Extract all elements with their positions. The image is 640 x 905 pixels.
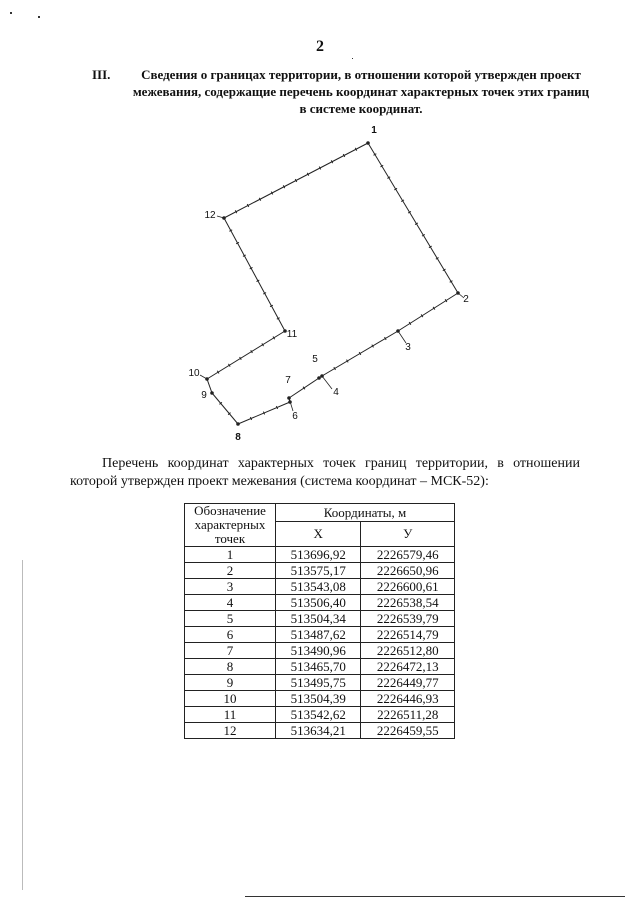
table-row bbox=[185, 691, 455, 707]
y-header: У bbox=[361, 521, 455, 546]
y-coordinate-cell: 2226472,13 bbox=[361, 659, 455, 675]
boundary-tick bbox=[262, 343, 264, 346]
boundary-tick bbox=[443, 269, 446, 271]
point-designation-cell: 9 bbox=[185, 675, 276, 691]
boundary-tick bbox=[270, 305, 273, 307]
boundary-segment bbox=[398, 293, 458, 331]
table-row bbox=[185, 611, 455, 627]
point-designation-cell: 3 bbox=[185, 579, 276, 595]
boundary-tick bbox=[250, 417, 251, 420]
x-coordinate-cell: 513490,96 bbox=[276, 643, 361, 659]
boundary-tick bbox=[343, 154, 344, 157]
boundary-tick bbox=[250, 267, 253, 269]
boundary-points bbox=[205, 141, 460, 426]
boundary-tick bbox=[359, 352, 361, 355]
table-header-row bbox=[185, 504, 455, 522]
boundary-point-marker bbox=[366, 141, 370, 145]
y-coordinate-cell: 2226539,79 bbox=[361, 611, 455, 627]
boundary-tick bbox=[347, 360, 349, 363]
page-number: 2 bbox=[316, 38, 324, 55]
y-coordinate-cell: 2226600,61 bbox=[361, 579, 455, 595]
scan-edge-line bbox=[22, 560, 23, 890]
x-coordinate-cell: 513543,08 bbox=[276, 579, 361, 595]
coordinates-table-body bbox=[185, 547, 455, 739]
section-title: Сведения о границах территории, в отношении которой утвержден проект межевания, содержащие перечень координат характерных точек этих границ в системе координат. bbox=[132, 67, 590, 116]
point-label: 3 bbox=[405, 342, 411, 353]
boundary-tick bbox=[394, 188, 397, 190]
table-row bbox=[185, 659, 455, 675]
boundary-tick bbox=[259, 198, 260, 201]
label-leader-line bbox=[200, 375, 207, 379]
boundary-point-marker bbox=[317, 376, 321, 380]
boundary-tick bbox=[236, 242, 239, 244]
boundary-segment bbox=[207, 379, 212, 393]
point-labels bbox=[188, 125, 469, 443]
point-label: 1 bbox=[371, 125, 377, 136]
boundary-tick bbox=[243, 255, 246, 257]
boundary-ticks bbox=[217, 148, 452, 420]
x-coordinate-cell: 513504,34 bbox=[276, 611, 361, 627]
boundary-tick bbox=[380, 165, 383, 167]
table-row bbox=[185, 627, 455, 643]
x-coordinate-cell: 513504,39 bbox=[276, 691, 361, 707]
boundary-tick bbox=[385, 337, 387, 340]
boundary-tick bbox=[331, 160, 332, 163]
point-designation-cell: 4 bbox=[185, 595, 276, 611]
point-designation-cell: 12 bbox=[185, 723, 276, 739]
x-coordinate-cell: 513542,62 bbox=[276, 707, 361, 723]
y-coordinate-cell: 2226449,77 bbox=[361, 675, 455, 691]
table-row bbox=[185, 707, 455, 723]
table-row bbox=[185, 595, 455, 611]
table-row bbox=[185, 643, 455, 659]
boundary-point-marker bbox=[236, 422, 240, 426]
y-coordinate-cell: 2226579,46 bbox=[361, 547, 455, 563]
point-designation-cell: 2 bbox=[185, 563, 276, 579]
boundary-tick bbox=[307, 173, 308, 176]
x-coordinate-cell: 513465,70 bbox=[276, 659, 361, 675]
boundary-segment bbox=[224, 218, 285, 331]
y-coordinate-cell: 2226514,79 bbox=[361, 627, 455, 643]
point-label: 12 bbox=[204, 210, 216, 221]
boundary-tick bbox=[247, 204, 248, 207]
boundary-tick bbox=[228, 364, 230, 367]
boundary-tick bbox=[422, 234, 425, 236]
boundary-tick bbox=[271, 192, 272, 195]
y-coordinate-cell: 2226538,54 bbox=[361, 595, 455, 611]
boundary-tick bbox=[372, 345, 374, 348]
x-coordinate-cell: 513696,92 bbox=[276, 547, 361, 563]
boundary-segment bbox=[212, 393, 238, 424]
boundary-tick bbox=[229, 230, 232, 232]
point-designation-cell: 6 bbox=[185, 627, 276, 643]
y-coordinate-cell: 2226459,55 bbox=[361, 723, 455, 739]
boundary-tick bbox=[355, 148, 356, 151]
boundary-tick bbox=[276, 406, 277, 409]
boundary-tick bbox=[217, 371, 219, 374]
boundary-tick bbox=[450, 281, 453, 283]
section-number: III. bbox=[92, 67, 111, 82]
boundary-tick bbox=[283, 185, 284, 188]
point-designation-cell: 7 bbox=[185, 643, 276, 659]
boundary-tick bbox=[277, 318, 280, 320]
point-label: 5 bbox=[312, 354, 318, 365]
boundary-tick bbox=[436, 258, 439, 260]
table-row bbox=[185, 563, 455, 579]
point-designation-cell: 5 bbox=[185, 611, 276, 627]
table-row bbox=[185, 547, 455, 563]
boundary-tick bbox=[408, 211, 411, 213]
point-label: 8 bbox=[235, 432, 241, 443]
boundary-tick bbox=[387, 177, 390, 179]
y-coordinate-cell: 2226511,28 bbox=[361, 707, 455, 723]
boundary-segment bbox=[368, 143, 458, 293]
point-label: 7 bbox=[285, 375, 291, 386]
x-header: X bbox=[276, 521, 361, 546]
boundary-tick bbox=[429, 246, 432, 248]
coordinates-intro: Перечень координат характерных точек границ территории, в отношении которой утвержден проект межевания (система координат – МСК-52): bbox=[70, 456, 580, 489]
boundary-tick bbox=[374, 154, 377, 156]
boundary-tick bbox=[235, 210, 236, 213]
x-coordinate-cell: 513575,17 bbox=[276, 563, 361, 579]
boundary-tick bbox=[319, 167, 320, 170]
point-label: 11 bbox=[286, 329, 298, 340]
boundary-point-marker bbox=[210, 391, 214, 395]
boundary-tick bbox=[415, 223, 418, 225]
coordinates-table bbox=[184, 503, 455, 739]
coordinates-header: Координаты, м bbox=[276, 504, 455, 522]
bottom-rule bbox=[245, 896, 625, 897]
point-designation-cell: 11 bbox=[185, 707, 276, 723]
x-coordinate-cell: 513634,21 bbox=[276, 723, 361, 739]
label-leader-line bbox=[289, 398, 293, 411]
x-coordinate-cell: 513506,40 bbox=[276, 595, 361, 611]
boundary-segment bbox=[207, 331, 285, 379]
boundary-tick bbox=[240, 357, 242, 360]
y-coordinate-cell: 2226512,80 bbox=[361, 643, 455, 659]
point-label: 4 bbox=[333, 387, 339, 398]
boundary-tick bbox=[295, 179, 296, 182]
designation-header: Обозначение характерных точек bbox=[185, 504, 276, 547]
table-row bbox=[185, 675, 455, 691]
boundary-tick bbox=[263, 293, 266, 295]
point-label: 9 bbox=[201, 390, 207, 401]
point-label: 2 bbox=[463, 294, 469, 305]
x-coordinate-cell: 513487,62 bbox=[276, 627, 361, 643]
point-label: 10 bbox=[188, 368, 200, 379]
point-designation-cell: 1 bbox=[185, 547, 276, 563]
y-coordinate-cell: 2226446,93 bbox=[361, 691, 455, 707]
boundary-tick bbox=[401, 200, 404, 202]
boundary-tick bbox=[273, 336, 275, 339]
point-designation-cell: 8 bbox=[185, 659, 276, 675]
point-label: 6 bbox=[292, 411, 298, 422]
y-coordinate-cell: 2226650,96 bbox=[361, 563, 455, 579]
table-row bbox=[185, 579, 455, 595]
boundary-tick bbox=[256, 280, 259, 282]
boundary-tick bbox=[263, 412, 264, 415]
boundary-tick bbox=[251, 350, 253, 353]
table-row bbox=[185, 723, 455, 739]
x-coordinate-cell: 513495,75 bbox=[276, 675, 361, 691]
boundary-edges bbox=[207, 143, 458, 424]
label-leaders bbox=[200, 216, 464, 411]
point-designation-cell: 10 bbox=[185, 691, 276, 707]
label-leader-line bbox=[322, 376, 332, 389]
boundary-tick bbox=[334, 367, 336, 370]
